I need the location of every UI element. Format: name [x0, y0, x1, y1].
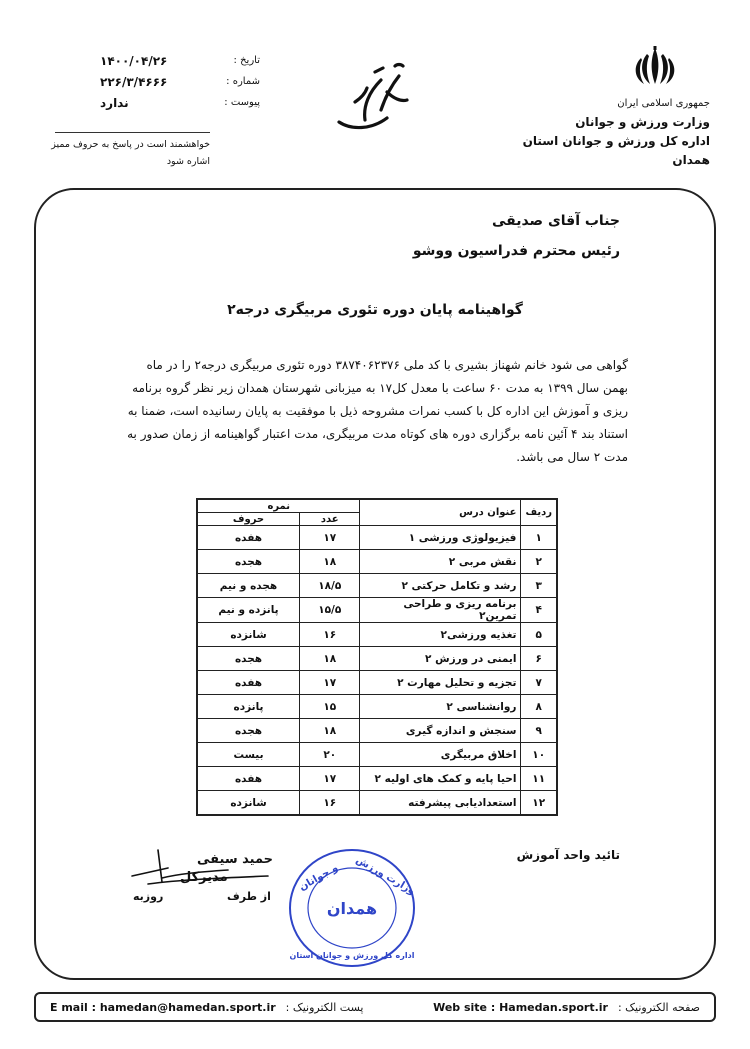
cell-words: بیست: [197, 743, 300, 767]
cell-title: سنجش و اندازه گیری: [360, 719, 521, 743]
cell-number: ۱۵: [300, 695, 360, 719]
footer-email: [50, 1001, 363, 1014]
attachment-value: ندارد: [100, 95, 129, 110]
svg-text:و جوانان: و جوانان: [297, 862, 340, 894]
header-number: عدد: [300, 513, 360, 526]
table-row: [197, 598, 557, 623]
addressee: [413, 206, 620, 266]
cell-number: ۱۵/۵: [300, 598, 360, 623]
cell-title: اخلاق مربیگری: [360, 743, 521, 767]
email-value[interactable]: E mail : hamedan@hamedan.sport.ir: [50, 1000, 276, 1014]
iran-emblem-icon: [620, 44, 690, 92]
cell-index: ۵: [521, 623, 557, 647]
cell-index: ۱۰: [521, 743, 557, 767]
cell-words: هفده: [197, 671, 300, 695]
header-grade: نمره: [197, 499, 360, 513]
cell-number: ۲۰: [300, 743, 360, 767]
cell-title: تجزیه و تحلیل مهارت ۲: [360, 671, 521, 695]
cell-words: هجده: [197, 647, 300, 671]
table-row: [197, 526, 557, 550]
country-name: جمهوری اسلامی ایران: [617, 98, 710, 109]
reply-note: [50, 136, 210, 170]
table-header-row: [197, 499, 557, 513]
attachment-row: [100, 92, 260, 113]
office-name: اداره کل ورزش و جوانان استان همدان: [522, 134, 710, 167]
svg-text:اداره کل ورزش و جوانان استان: اداره کل ورزش و جوانان استان: [289, 951, 415, 960]
cell-index: ۸: [521, 695, 557, 719]
footer-bar: [34, 992, 716, 1022]
cell-number: ۱۷: [300, 526, 360, 550]
certificate-body: [118, 354, 628, 469]
reply-note-line2: اشاره شود: [166, 156, 210, 167]
date-label: تاریخ :: [233, 55, 260, 66]
cell-number: ۱۶: [300, 791, 360, 816]
cell-words: شانزده: [197, 791, 300, 816]
cell-number: ۱۸: [300, 719, 360, 743]
body-line: مدت ۲ سال می باشد.: [516, 450, 628, 464]
cell-words: هفده: [197, 767, 300, 791]
table-row: [197, 743, 557, 767]
header-index: ردیف: [521, 499, 557, 526]
table-row: [197, 719, 557, 743]
cell-words: هفده: [197, 526, 300, 550]
approval-text: تائید واحد آموزش: [516, 848, 620, 862]
cell-title: برنامه ریزی و طراحی تمرین۲: [360, 598, 521, 623]
table-row: [197, 647, 557, 671]
cell-number: ۱۸: [300, 647, 360, 671]
cell-index: ۹: [521, 719, 557, 743]
grades-table: [196, 498, 558, 816]
body-line: گواهی می شود خانم شهناز بشیری با کد ملی ۳۸۷۴۰۶۲۳۷۶ دوره تئوری مربیگری درجه۲ را در ماه: [146, 358, 628, 372]
number-label: شماره :: [226, 76, 260, 87]
signer-name: حمید سیفی: [197, 852, 274, 867]
cell-title: ایمنی در ورزش ۲: [360, 647, 521, 671]
addressee-title: رئیس محترم فدراسیون ووشو: [412, 243, 620, 259]
table-row: [197, 767, 557, 791]
cell-number: ۱۷: [300, 671, 360, 695]
cell-index: ۳: [521, 574, 557, 598]
cell-number: ۱۸: [300, 550, 360, 574]
cell-title: نقش مربی ۲: [360, 550, 521, 574]
number-value: ۲۲۶/۳/۴۶۶۶: [100, 74, 168, 89]
table-row: [197, 574, 557, 598]
email-label: پست الکترونیک :: [285, 1000, 364, 1014]
certificate-title: گواهینامه پایان دوره تئوری مربیگری درجه۲: [227, 302, 523, 318]
website-label: صفحه الکترونیک :: [617, 1000, 700, 1014]
cell-title: روانشناسی ۲: [360, 695, 521, 719]
cell-title: تغذیه ورزشی۲: [360, 623, 521, 647]
on-behalf-label: از طرف: [227, 890, 271, 903]
number-row: [100, 71, 260, 92]
cell-index: ۱: [521, 526, 557, 550]
attachment-label: پیوست :: [224, 97, 260, 108]
table-row: [197, 695, 557, 719]
body-line: استناد بند ۴ آئین نامه برگزاری دوره های کوتاه مدت مربیگری، مدت اعتبار گواهینامه از زمان صدور به: [127, 427, 628, 441]
letter-meta: [100, 50, 260, 113]
addressee-name: جناب آقای صدیقی: [491, 213, 620, 229]
cell-words: پانزده: [197, 695, 300, 719]
header-divider: [55, 132, 210, 133]
signer-role: مدیرکل: [180, 870, 228, 885]
svg-text:همدان: همدان: [326, 899, 378, 918]
calligraphy-bismillah-icon: [325, 58, 415, 138]
organization-header: [490, 94, 710, 170]
cell-index: ۱۲: [521, 791, 557, 816]
official-stamp-icon: [286, 846, 418, 970]
table-row: [197, 550, 557, 574]
cell-number: ۱۸/۵: [300, 574, 360, 598]
cell-words: پانزده و نیم: [197, 598, 300, 623]
cell-index: ۴: [521, 598, 557, 623]
cell-words: شانزده: [197, 623, 300, 647]
cell-words: هجده: [197, 550, 300, 574]
cell-title: استعدادیابی پیشرفته: [360, 791, 521, 816]
cell-title: فیزیولوژی ورزشی ۱: [360, 526, 521, 550]
cell-number: ۱۷: [300, 767, 360, 791]
header-title: عنوان درس: [360, 499, 521, 526]
cell-index: ۷: [521, 671, 557, 695]
deputy-name: روزبه: [133, 890, 164, 903]
header-words: حروف: [197, 513, 300, 526]
cell-title: رشد و تکامل حرکتی ۲: [360, 574, 521, 598]
body-line: ریزی و آموزش این اداره کل با کسب نمرات مشروحه ذیل با موفقیت به پایان رسانیده است، ضمنا به: [127, 404, 628, 418]
cell-title: احیا پایه و کمک های اولیه ۲: [360, 767, 521, 791]
svg-text:وزارت ورزش: وزارت ورزش: [353, 854, 417, 898]
cell-number: ۱۶: [300, 623, 360, 647]
table-row: [197, 671, 557, 695]
cell-index: ۲: [521, 550, 557, 574]
table-row: [197, 791, 557, 816]
date-row: [100, 50, 260, 71]
cell-words: هجده و نیم: [197, 574, 300, 598]
cell-index: ۶: [521, 647, 557, 671]
footer-site: [433, 1001, 700, 1014]
website-value[interactable]: Web site : Hamedan.sport.ir: [433, 1000, 608, 1014]
cell-index: ۱۱: [521, 767, 557, 791]
cell-words: هجده: [197, 719, 300, 743]
table-row: [197, 623, 557, 647]
body-line: بهمن سال ۱۳۹۹ به مدت ۶۰ ساعت با معدل کل۱۷ به میزبانی شهرستان همدان زیر نظر گروه برنامه: [132, 381, 628, 395]
ministry-name: وزارت ورزش و جوانان: [575, 115, 710, 129]
date-value: ۱۴۰۰/۰۴/۲۶: [100, 53, 168, 68]
reply-note-line1: خواهشمند است در پاسخ به حروف ممیز: [51, 139, 210, 150]
